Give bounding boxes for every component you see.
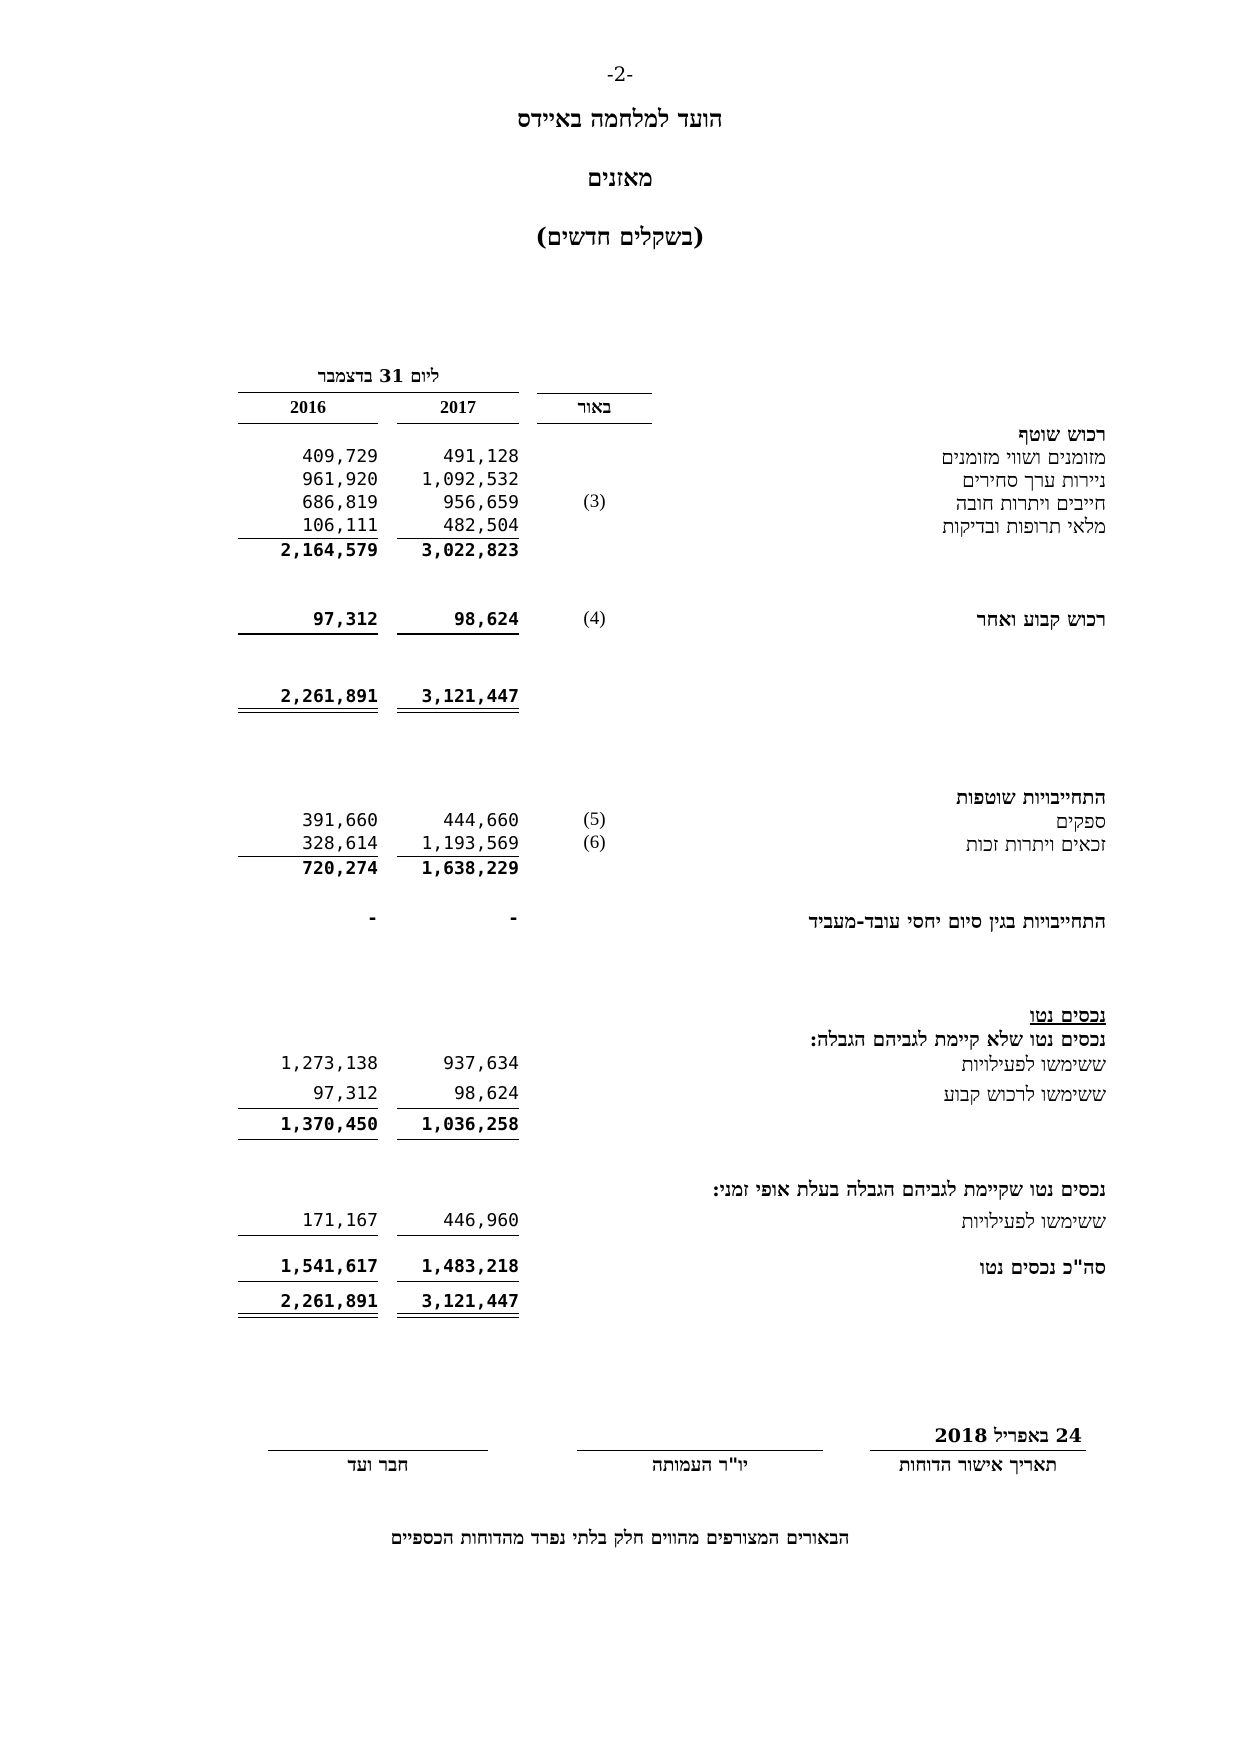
net-assets-unrestricted-2017-0: 937,634: [443, 1053, 519, 1074]
net-assets-temp-label: ששימשו לפעילויות: [961, 1209, 1106, 1233]
current-assets-label-1: ניירות ערך סחירים: [962, 468, 1106, 492]
net-assets-unrestricted-total-rule-2016: [238, 1139, 378, 1140]
grand-total-2017: 3,121,447: [421, 1291, 519, 1312]
current-assets-2016-3: 106,111: [302, 515, 378, 536]
total-assets-dbl-rule-2017: [397, 708, 519, 713]
current-liabilities-rule-2017: [397, 856, 519, 857]
net-assets-unrestricted-rule-2016: [238, 1108, 378, 1109]
fixed-assets-2016: 97,312: [312, 609, 378, 630]
current-liabilities-label-1: זכאים ויתרות זכות: [965, 832, 1106, 856]
year-2016-header: 2016: [290, 397, 326, 417]
current-assets-2016-1: 961,920: [302, 469, 378, 490]
current-assets-total-2017: 3,022,823: [421, 540, 519, 561]
total-assets-2017: 3,121,447: [421, 686, 519, 707]
note-column-header: באור: [577, 397, 612, 418]
header-rule-2016: [238, 423, 378, 424]
current-liabilities-2017-1: 1,193,569: [421, 833, 519, 854]
net-assets-unrestricted-total-2016: 1,370,450: [280, 1114, 378, 1135]
current-assets-2017-3: 482,504: [443, 515, 519, 536]
net-assets-unrestricted-2016-1: 97,312: [312, 1083, 378, 1104]
severance-title: התחייבויות בגין סיום יחסי עובד-מעביד: [808, 909, 1106, 933]
current-liabilities-note-1: (6): [583, 832, 606, 853]
current-assets-rule-2017: [397, 538, 519, 539]
grand-total-dbl-rule-2016: [238, 1313, 378, 1318]
org-name: הועד למלחמה באיידס: [517, 104, 723, 133]
current-assets-note-2: (3): [583, 491, 606, 512]
net-assets-total-2016: 1,541,617: [280, 1256, 378, 1277]
approval-label: תאריך אישור הדוחות: [898, 1454, 1058, 1476]
header-top-rule-note: [537, 393, 652, 394]
report-title: מאזנים: [587, 163, 653, 192]
current-liabilities-rule-2016: [238, 856, 378, 857]
net-assets-unrestricted-total-2017: 1,036,258: [421, 1114, 519, 1135]
total-assets-dbl-rule-2016: [238, 708, 378, 713]
current-assets-rule-2016: [238, 538, 378, 539]
current-assets-title: רכוש שוטף: [1018, 422, 1106, 446]
current-assets-label-0: מזומנים ושווי מזומנים: [941, 445, 1106, 469]
column-group-header: ליום 31 בדצמבר: [317, 366, 440, 387]
current-liabilities-label-0: ספקים: [1055, 809, 1106, 833]
net-assets-unrestricted-title: נכסים נטו שלא קיימת לגביהם הגבלה:: [809, 1027, 1106, 1051]
approval-date: 24 באפריל 2018: [934, 1425, 1082, 1447]
chairman-signature-line: [577, 1450, 823, 1451]
currency-note: (בשקלים חדשים): [535, 222, 705, 251]
page-number: -2-: [606, 62, 634, 86]
net-assets-total-label: סה"כ נכסים נטו: [979, 1255, 1106, 1279]
current-assets-2016-0: 409,729: [302, 446, 378, 467]
current-liabilities-total-2016: 720,274: [302, 858, 378, 879]
net-assets-temp-2017: 446,960: [443, 1210, 519, 1231]
year-2017-header: 2017: [440, 397, 476, 417]
severance-2016: -: [367, 908, 378, 929]
approval-signature-line: [870, 1450, 1086, 1451]
fixed-assets-2017: 98,624: [453, 609, 519, 630]
net-assets-title: נכסים נטו: [1029, 1003, 1106, 1027]
grand-total-dbl-rule-2017: [397, 1313, 519, 1318]
current-liabilities-note-0: (5): [583, 809, 606, 830]
net-assets-unrestricted-2016-0: 1,273,138: [280, 1053, 378, 1074]
net-assets-unrestricted-label-0: ששימשו לפעילויות: [961, 1052, 1106, 1076]
member-label: חבר ועד: [347, 1454, 409, 1476]
header-rule-note: [537, 423, 652, 424]
column-group-rule: [238, 392, 519, 393]
net-assets-temp-2016: 171,167: [302, 1210, 378, 1231]
member-signature-line: [268, 1450, 488, 1451]
net-assets-unrestricted-label-1: ששימשו לרכוש קבוע: [943, 1082, 1106, 1106]
current-assets-2017-0: 491,128: [443, 446, 519, 467]
current-liabilities-2017-0: 444,660: [443, 810, 519, 831]
severance-2017: -: [508, 908, 519, 929]
net-assets-total-rule-2016: [238, 1281, 378, 1282]
current-assets-total-2016: 2,164,579: [280, 540, 378, 561]
net-assets-unrestricted-total-rule-2017: [397, 1139, 519, 1140]
net-assets-temp-title: נכסים נטו שקיימת לגביהם הגבלה בעלת אופי זמני:: [712, 1177, 1106, 1201]
current-liabilities-title: התחייבויות שוטפות: [956, 785, 1106, 809]
fixed-assets-rule-2017: [397, 633, 519, 635]
current-liabilities-2016-0: 391,660: [302, 810, 378, 831]
net-assets-total-2017: 1,483,218: [421, 1256, 519, 1277]
net-assets-unrestricted-rule-2017: [397, 1108, 519, 1109]
chairman-label: יו"ר העמותה: [651, 1454, 748, 1476]
current-assets-2017-2: 956,659: [443, 492, 519, 513]
net-assets-temp-rule-2016: [238, 1235, 378, 1236]
current-assets-2017-1: 1,092,532: [421, 469, 519, 490]
footer-note: הבאורים המצורפים מהווים חלק בלתי נפרד מהדוחות הכספיים: [390, 1527, 850, 1549]
net-assets-unrestricted-2017-1: 98,624: [453, 1083, 519, 1104]
current-assets-label-2: חייבים ויתרות חובה: [955, 491, 1106, 515]
grand-total-2016: 2,261,891: [280, 1291, 378, 1312]
current-liabilities-2016-1: 328,614: [302, 833, 378, 854]
fixed-assets-title: רכוש קבוע ואחר: [976, 607, 1106, 631]
header-rule-2017: [397, 423, 519, 424]
current-assets-2016-2: 686,819: [302, 492, 378, 513]
net-assets-temp-rule-2017: [397, 1235, 519, 1236]
current-assets-label-3: מלאי תרופות ובדיקות: [942, 514, 1106, 538]
fixed-assets-note: (4): [583, 608, 606, 629]
current-liabilities-total-2017: 1,638,229: [421, 858, 519, 879]
total-assets-2016: 2,261,891: [280, 686, 378, 707]
net-assets-total-rule-2017: [397, 1281, 519, 1282]
fixed-assets-rule-2016: [238, 633, 378, 635]
